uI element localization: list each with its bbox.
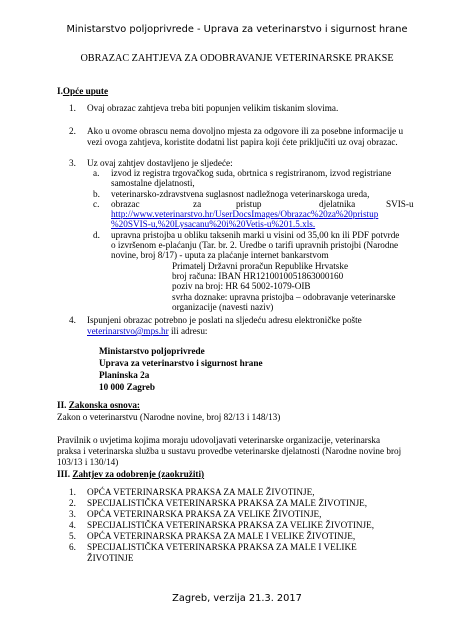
section-3-heading: [57, 468, 204, 480]
sub-item-text: za: [193, 199, 202, 209]
section-3-number: III.: [57, 469, 71, 479]
sub-item-text: pristup: [236, 199, 262, 209]
instruction-text: ili adresu:: [168, 326, 208, 336]
svis-form-link[interactable]: %20SVIS-u,%20Lysacanu%20i%20Vetis-u%201.5.xls.: [111, 219, 316, 229]
sub-item-text: upravna pristojba u obliku taksenih marki u visini od 35,00 kn ili PDF potvrde: [111, 230, 400, 240]
svis-form-link[interactable]: http://www.veterinarstvo.hr/UserDocsImages/Obrazac%20za%20pristup: [111, 209, 379, 219]
form-title: OBRAZAC ZAHTJEVA ZA ODOBRAVANJE VETERINARSKE PRAKSE: [80, 53, 394, 64]
practice-option[interactable]: SPECIJALISTIČKA VETERINARSKA PRAKSA ZA MALE I VELIKE: [87, 542, 357, 552]
section-2-heading: [57, 399, 140, 411]
sub-item-text: SVIS-u: [386, 199, 414, 209]
address-line: Planinska 2a: [99, 370, 150, 380]
practice-option[interactable]: OPĆA VETERINARSKA PRAKSA ZA VELIKE ŽIVOTINJE,: [87, 509, 322, 519]
section-2-number: II.: [57, 400, 67, 410]
sub-item-label: a.: [93, 168, 100, 178]
option-number: 4.: [69, 520, 76, 530]
instruction-text: Uz ovaj zahtjev dostavljeno je sljedeće:: [87, 158, 233, 168]
address-line: 10 000 Zagreb: [99, 382, 155, 392]
practice-option[interactable]: OPĆA VETERINARSKA PRAKSA ZA MALE I VELIKE ŽIVOTINJE,: [87, 531, 356, 541]
instruction-number: 1.: [69, 103, 76, 113]
practice-option[interactable]: ŽIVOTINJE: [87, 553, 134, 563]
legal-basis-text: 103/13 i 130/14): [57, 457, 119, 467]
payment-purpose: organizacije (navesti naziv): [172, 302, 274, 312]
legal-basis-text: praksa i veterinarska služba u sustavu provedbe veterinarske djelatnosti (Narodne novine broj: [57, 446, 402, 456]
practice-option[interactable]: OPĆA VETERINARSKA PRAKSA ZA MALE ŽIVOTINJE,: [87, 487, 315, 497]
option-number: 5.: [69, 531, 76, 541]
instruction-text: Ispunjeni obrazac potrebno je poslati na sljedeću adresu elektroničke pošte: [87, 315, 362, 325]
option-number: 3.: [69, 509, 76, 519]
sub-item-text: o izvršenom e-plaćanju (Tar. br. 2. Uredbe o tarifi upravnih pristojbi (Narodne: [111, 240, 399, 250]
section-1-number: I.: [57, 86, 63, 96]
address-line: Ministarstvo poljoprivrede: [99, 346, 205, 356]
section-1-title: Opće upute: [62, 86, 109, 96]
payment-purpose: svrha doznake: upravna pristojba – odobravanje veterinarske: [172, 292, 396, 302]
address-line: Uprava za veterinarstvo i sigurnost hrane: [99, 358, 263, 368]
sub-item-text: novine, broj 8/17) - uputa za plaćanje internet bankarstvom: [111, 250, 329, 260]
option-number: 1.: [69, 487, 76, 497]
instruction-number: 2.: [69, 126, 76, 136]
instruction-number: 3.: [69, 158, 76, 168]
sub-item-text: samostalne djelatnosti,: [111, 178, 195, 188]
sub-item-label: b.: [93, 189, 100, 199]
section-1-heading: [57, 85, 108, 97]
sub-item-text: izvod iz registra trgovačkog suda, obrtnica s registriranom, izvod registriane: [111, 168, 392, 178]
instruction-text: Ako u ovome obrascu nema dovoljno mjesta za odgovore ili za posebne informacije u: [87, 126, 404, 136]
legal-basis-text: Zakon o veterinarstvu (Narodne novine, broj 82/13 i 148/13): [57, 412, 281, 422]
practice-option[interactable]: SPECIJALISTIČKA VETERINARSKA PRAKSA ZA MALE ŽIVOTINJE,: [87, 498, 368, 508]
payment-recipient: Primatelj Državni proračun Republike Hrvatske: [172, 261, 349, 271]
legal-basis-text: Pravilnik o uvjetima kojima moraju udovoljavati veterinarske organizacije, veterinarska: [57, 435, 381, 445]
payment-reference: poziv na broj: HR 64 5002-1079-OIB: [172, 281, 311, 291]
sub-item-label: d.: [93, 230, 100, 240]
instruction-text: Ovaj obrazac zahtjeva treba biti popunjen velikim tiskanim slovima.: [87, 103, 339, 113]
sub-item-text: djelatnika: [319, 199, 356, 209]
instruction-text: vezi ovoga zahtjeva, koristite dodatni list papira koji ćete priključiti uz ovaj obrazac.: [87, 137, 398, 147]
section-3-title: Zahtjev za odobrenje (zaokružiti): [72, 469, 205, 479]
page-header: Ministarstvo poljoprivrede - Uprava za veterinarstvo i sigurnost hrane: [66, 24, 408, 35]
sub-item-text: veterinarsko-zdravstvena suglasnost nadležnoga veterinarskoga ureda,: [111, 189, 370, 199]
email-link[interactable]: veterinarstvo@mps.hr: [87, 326, 169, 336]
option-number: 2.: [69, 498, 76, 508]
section-2-title: Zakonska osnova:: [68, 400, 140, 410]
practice-option[interactable]: SPECIJALISTIČKA VETERINARSKA PRAKSA ZA VELIKE ŽIVOTINJE,: [87, 520, 375, 530]
page-footer: Zagreb, verzija 21.3. 2017: [172, 593, 302, 604]
option-number: 6.: [69, 542, 76, 552]
sub-item-label: c.: [93, 199, 100, 209]
instruction-number: 4.: [69, 315, 76, 325]
instruction-text: [87, 325, 207, 337]
sub-item-text: obrazac: [111, 199, 140, 209]
payment-account: broj računa: IBAN HR1210010051863000160: [172, 271, 344, 281]
